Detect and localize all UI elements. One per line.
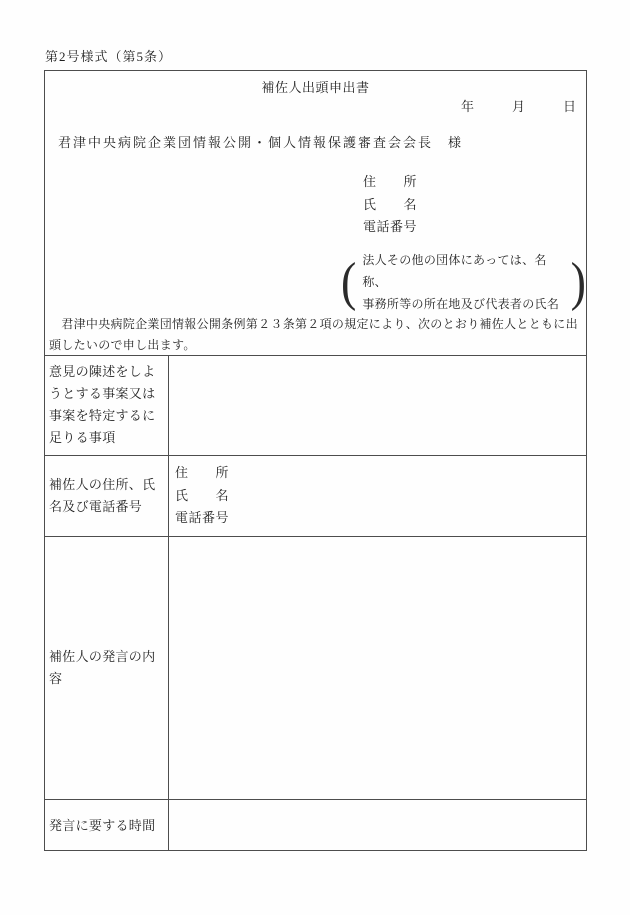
close-paren-glyph: ) bbox=[570, 251, 586, 312]
table-row-time-required bbox=[45, 800, 586, 851]
form-outer-box bbox=[44, 70, 587, 851]
applicant-phone-label: 電話番号 bbox=[363, 219, 418, 234]
applicant-name-label: 氏 名 bbox=[363, 196, 418, 212]
row-label-assistant-info: 補佐人の住所、氏名及び電話番号 bbox=[45, 456, 169, 536]
date-year-label: 年 bbox=[460, 99, 474, 114]
form-number: 第2号様式（第5条） bbox=[45, 49, 173, 64]
open-paren-glyph: ( bbox=[341, 251, 357, 312]
form-table bbox=[45, 355, 586, 851]
row-label-statement: 補佐人の発言の内容 bbox=[45, 537, 169, 799]
applicant-fields bbox=[363, 171, 417, 239]
row-label-time: 発言に要する時間 bbox=[45, 800, 169, 851]
body-paragraph: 君津中央病院企業団情報公開条例第２３条第２項の規定により、次のとおり補佐人とともに出頭したいので申し出ます。 bbox=[49, 317, 578, 352]
table-row-assistant-info bbox=[45, 456, 586, 537]
table-row-case-description bbox=[45, 356, 586, 456]
assistant-name-label: 氏 名 bbox=[175, 487, 230, 503]
table-row-statement-content bbox=[45, 537, 586, 800]
row-content-statement-blank bbox=[169, 537, 586, 799]
date-month-label: 月 bbox=[511, 99, 525, 114]
corporate-note-line2: 事務所等の所在地及び代表者の氏名 bbox=[362, 297, 560, 311]
applicant-address-label: 住 所 bbox=[363, 174, 418, 189]
assistant-address-label: 住 所 bbox=[175, 465, 230, 481]
date-day-label: 日 bbox=[562, 99, 576, 114]
row-label-case: 意見の陳述をしようとする事案又は事案を特定するに足りる事項 bbox=[45, 356, 169, 455]
row-content-assistant-info bbox=[169, 456, 586, 536]
addressee-line: 君津中央病院企業団情報公開・個人情報保護審査会会長 様 bbox=[58, 135, 464, 150]
corporate-note-line1: 法人その他の団体にあっては、名称、 bbox=[362, 253, 547, 289]
corporate-note bbox=[341, 249, 586, 315]
date-line bbox=[461, 96, 576, 115]
form-title: 補佐人出頭申出書 bbox=[261, 80, 370, 95]
assistant-phone-label: 電話番号 bbox=[175, 510, 230, 526]
row-content-time-blank bbox=[169, 800, 586, 851]
corporate-note-text bbox=[362, 249, 564, 315]
row-content-case-blank bbox=[169, 356, 586, 455]
